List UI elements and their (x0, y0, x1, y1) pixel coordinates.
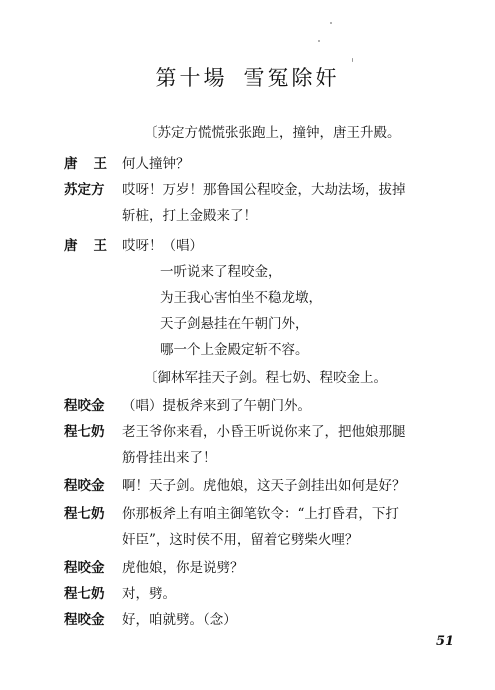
verse-line: 天子剑悬挂在午朝门外， (160, 316, 309, 332)
scene-title (0, 62, 495, 92)
speaker-name: 程七奶 (64, 506, 105, 522)
dialogue-text: 老王爷你来看，小昏王听说你来了，把他娘那腿 (122, 424, 406, 440)
speaker-name: 程咬金 (64, 612, 105, 628)
stage-direction: 〔御林军挂天子剑。程七奶、程咬金上。 (144, 370, 387, 386)
dialogue-text: 啊！天子剑。虎他娘，这天子剑挂出如何是好？ (122, 478, 406, 494)
speaker-name: 程七奶 (64, 586, 105, 602)
dialogue-text: 哎呀！万岁！那鲁国公程咬金，大劫法场，拔掉 (122, 182, 406, 198)
dialogue-text: 斩桩，打上金殿来了！ (122, 208, 257, 224)
dialogue-text: 奸臣”，这时侯不用，留着它劈柴火哩？ (122, 532, 359, 548)
print-speck (352, 58, 353, 62)
stage-direction: 〔苏定方慌慌张张跑上，撞钟，唐王升殿。 (144, 125, 401, 141)
dialogue-text: 好，咱就劈。（念） (122, 612, 237, 628)
dialogue-text: 对，劈。 (122, 586, 176, 602)
speaker-name: 程咬金 (64, 398, 105, 414)
print-speck (330, 22, 332, 24)
speaker-name: 唐王 (64, 238, 123, 254)
scene-number: 第十場 (155, 66, 228, 90)
speaker-name: 程咬金 (64, 560, 105, 576)
dialogue-text: 你那板斧上有咱主御笔钦令：“上打昏君，下打 (122, 506, 399, 522)
page-number: 51 (436, 634, 455, 649)
dialogue-text: 筋骨挂出来了！ (122, 450, 217, 466)
speaker-name: 苏定方 (64, 182, 105, 198)
verse-line: 为王我心害怕坐不稳龙墩， (160, 290, 322, 306)
dialogue-text: 哎呀！（唱） (122, 238, 203, 254)
dialogue-text: 虎他娘，你是说劈？ (122, 560, 244, 576)
verse-line: 一听说来了程咬金， (160, 264, 282, 280)
speaker-name: 唐王 (64, 156, 123, 172)
speaker-name: 程咬金 (64, 478, 105, 494)
print-speck (318, 40, 320, 42)
scene-name: 雪冤除奸 (243, 66, 340, 90)
dialogue-text: （唱）提板斧来到了午朝门外。 (122, 398, 311, 414)
speaker-name: 程七奶 (64, 424, 105, 440)
verse-line: 哪一个上金殿定斩不容。 (160, 342, 309, 358)
dialogue-text: 何人撞钟？ (122, 156, 190, 172)
